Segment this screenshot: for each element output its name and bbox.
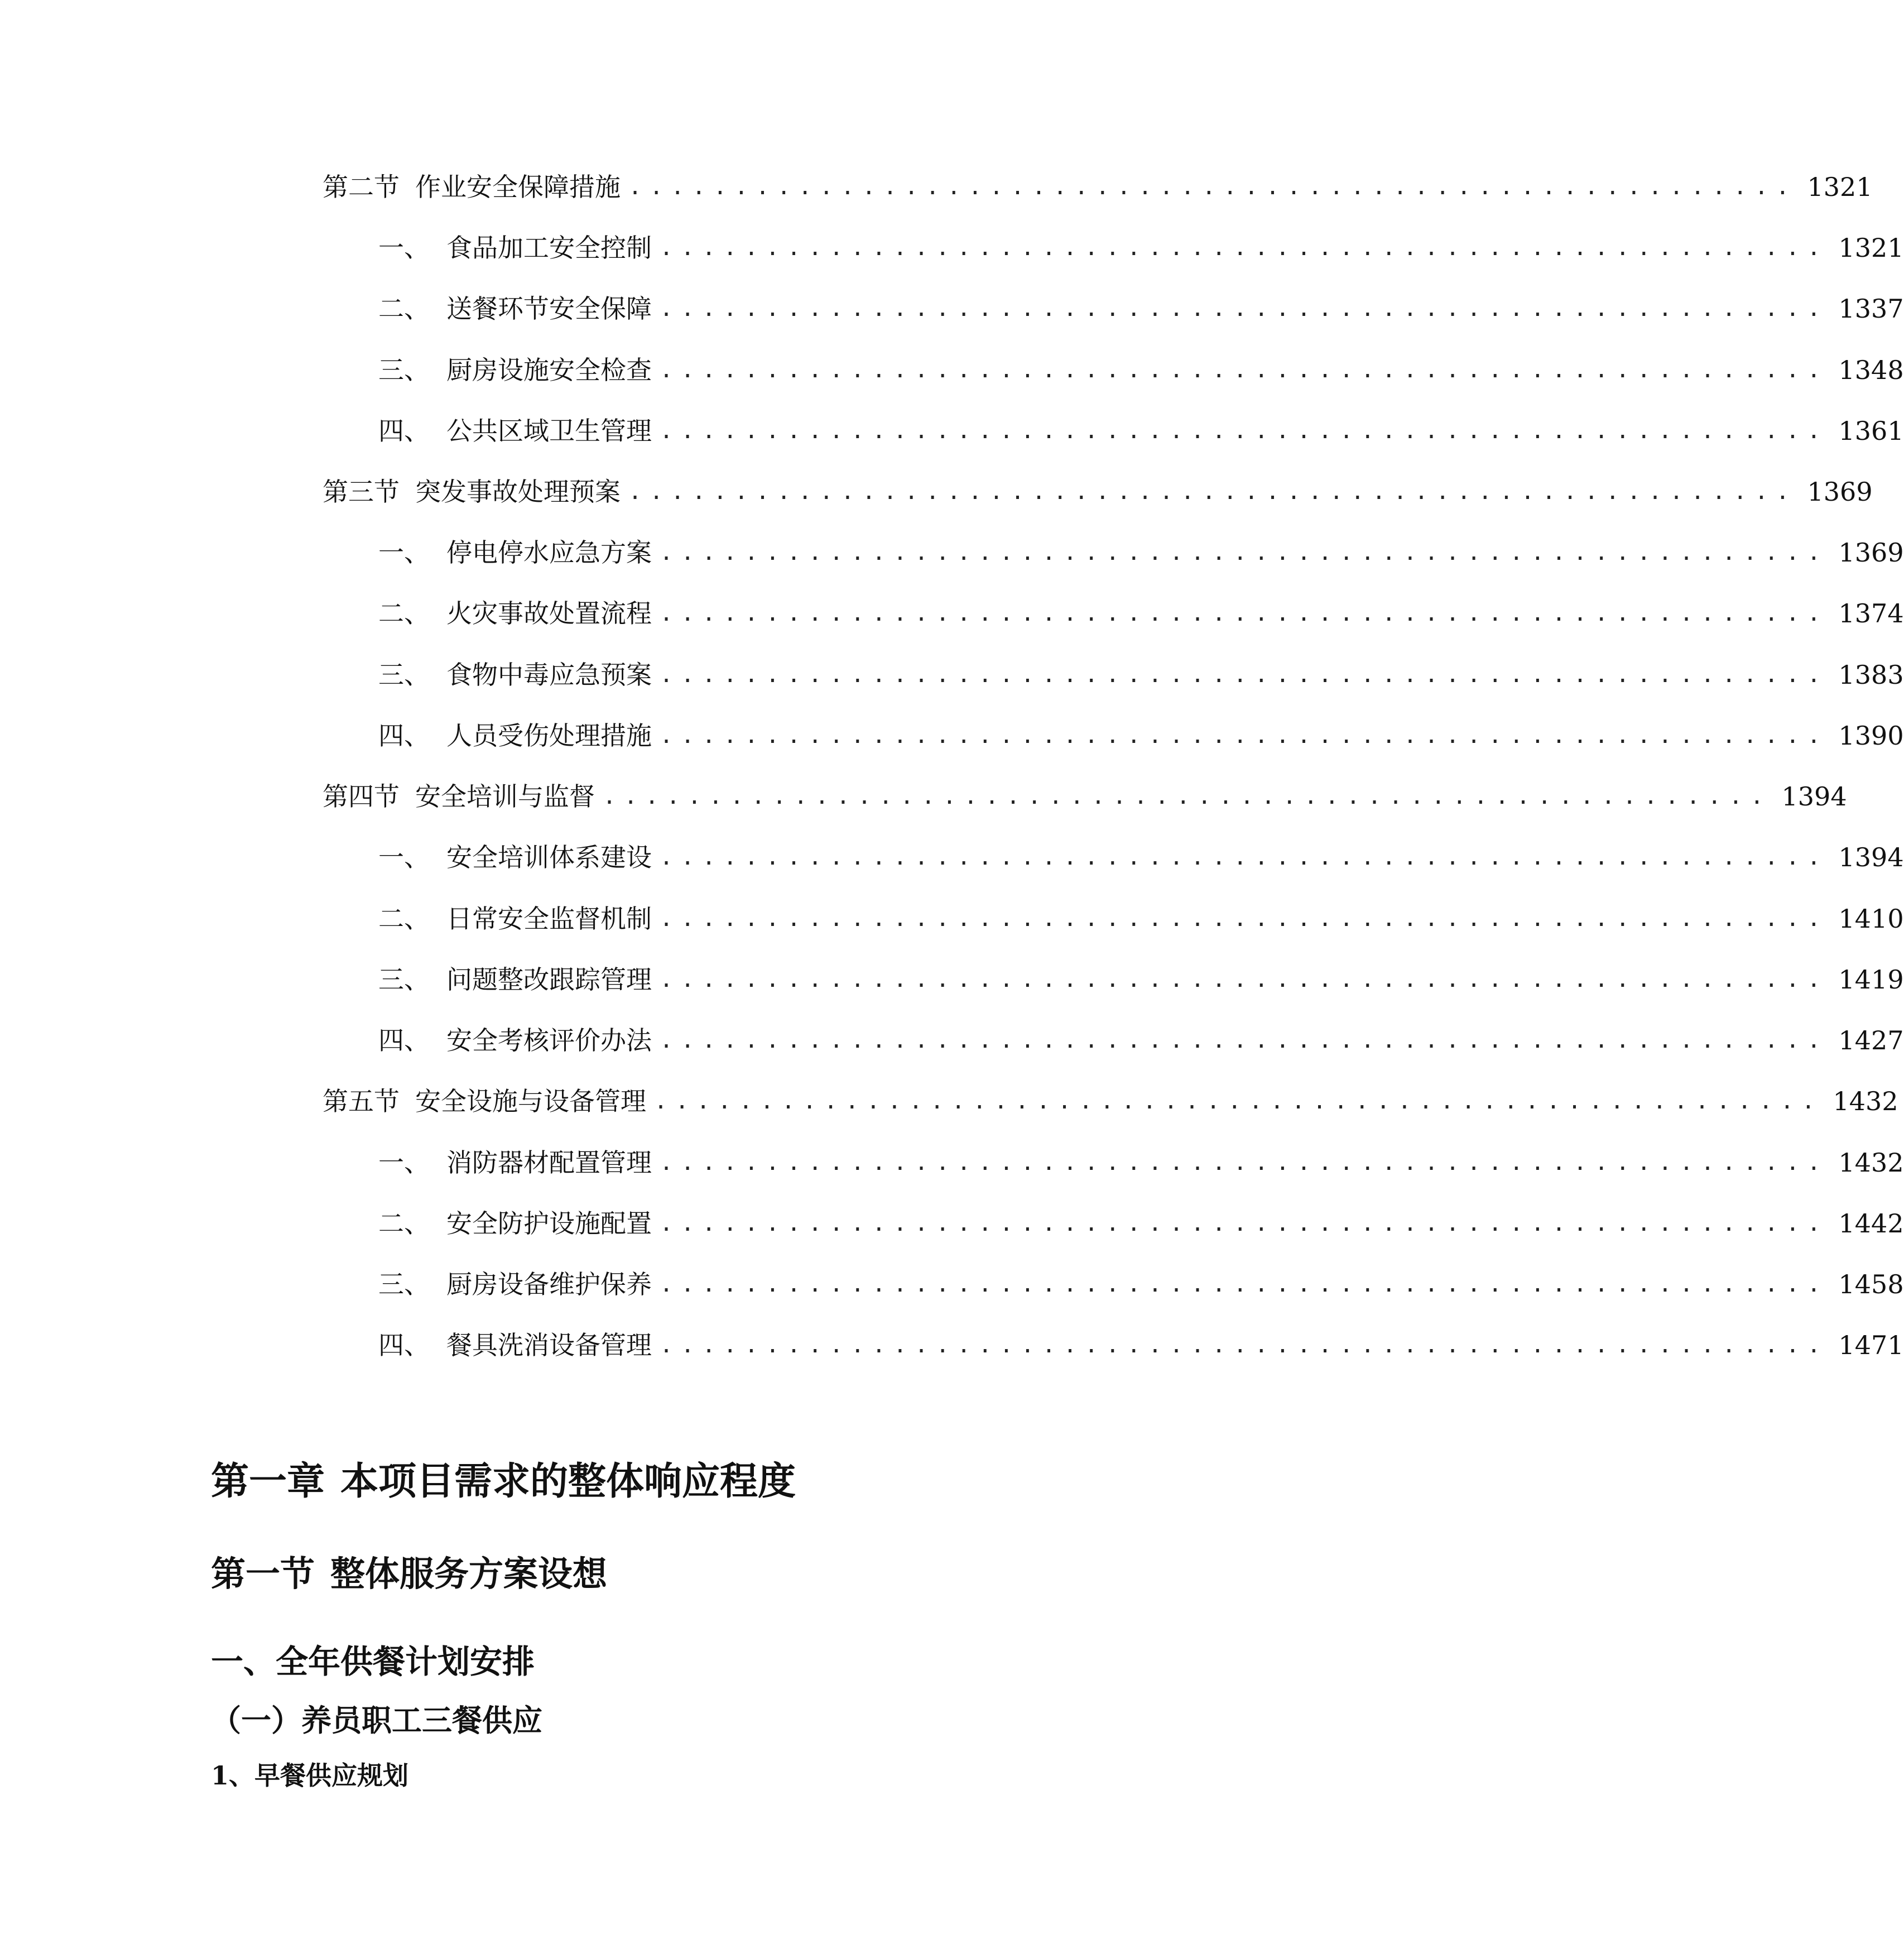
toc-entry-number: 二、 — [378, 904, 430, 934]
toc-entry-number: 二、 — [378, 1208, 430, 1239]
section-title: 整体服务方案设想 — [330, 1553, 608, 1594]
toc-page-number: 1410 — [1838, 904, 1904, 934]
toc-page-number: 1348 — [1838, 355, 1904, 385]
toc-entry-number: 四、 — [378, 416, 430, 446]
toc-entry-title: 消防器材配置管理 — [446, 1148, 652, 1178]
toc-entry-title: 人员受伤处理措施 — [446, 721, 652, 751]
toc-entry[interactable] — [0, 1143, 1904, 1182]
chapter-title: 本项目需求的整体响应程度 — [340, 1460, 796, 1504]
toc-entry-title: 安全培训体系建设 — [446, 842, 652, 872]
toc-entry-title: 日常安全监督机制 — [446, 904, 652, 934]
toc-entry-title: 餐具洗消设备管理 — [446, 1330, 652, 1360]
toc-entry-title: 问题整改跟踪管理 — [446, 964, 652, 995]
toc-dot-leader: ....................................................... — [660, 1271, 1829, 1297]
numbered-heading: 1、早餐供应规划 — [211, 1760, 409, 1791]
toc-entry[interactable] — [0, 838, 1904, 877]
subsection-heading: 一、全年供餐计划安排 — [211, 1643, 535, 1681]
toc-entry[interactable] — [0, 533, 1904, 572]
toc-dot-leader: ....................................................... — [660, 844, 1829, 870]
chapter-number: 第一章 — [211, 1460, 325, 1504]
toc-page-number: 1321 — [1807, 172, 1873, 202]
toc-entry[interactable] — [0, 228, 1904, 267]
toc-page-number: 1432 — [1838, 1148, 1904, 1178]
toc-dot-leader: ....................................................... — [660, 662, 1829, 688]
toc-entry-title: 作业安全保障措施 — [415, 172, 621, 202]
toc-entry-number: 四、 — [378, 1330, 430, 1360]
section-number: 第一节 — [211, 1553, 315, 1594]
toc-dot-leader: ....................................................... — [660, 1150, 1829, 1175]
toc-dot-leader: ....................................................... — [660, 906, 1829, 932]
toc-entry-number: 一、 — [378, 538, 430, 568]
toc-entry-number: 第二节 — [323, 172, 400, 202]
toc-entry[interactable] — [0, 411, 1904, 450]
toc-page-number: 1419 — [1838, 964, 1904, 995]
toc-dot-leader: ....................................................... — [660, 235, 1829, 261]
toc-entry-title: 安全考核评价办法 — [446, 1025, 652, 1055]
toc-entry-number: 一、 — [378, 233, 430, 263]
toc-dot-leader: ....................................................... — [660, 1332, 1829, 1358]
toc-entry-number: 一、 — [378, 842, 430, 872]
toc-entry-number: 一、 — [378, 1148, 430, 1178]
toc-entry[interactable] — [0, 1082, 1898, 1121]
toc-page-number: 1361 — [1838, 416, 1904, 446]
toc-dot-leader: ....................................................... — [660, 601, 1829, 626]
toc-dot-leader: ....................................................... — [660, 1211, 1829, 1236]
toc-entry-title: 停电停水应急方案 — [446, 538, 652, 568]
toc-entry[interactable] — [0, 289, 1904, 328]
toc-page-number: 1394 — [1781, 781, 1847, 812]
toc-page-number: 1369 — [1807, 477, 1873, 507]
toc-dot-leader: ....................................................... — [660, 1028, 1829, 1053]
toc-entry-title: 火灾事故处置流程 — [446, 598, 652, 628]
toc-page-number: 1427 — [1838, 1025, 1904, 1055]
toc-page-number: 1390 — [1838, 721, 1904, 751]
toc-entry[interactable] — [0, 1265, 1904, 1304]
toc-entry[interactable] — [0, 1326, 1904, 1365]
toc-entry-title: 食品加工安全控制 — [446, 233, 652, 263]
toc-entry[interactable] — [0, 716, 1904, 755]
toc-entry-number: 第三节 — [323, 477, 400, 507]
toc-entry[interactable] — [0, 777, 1847, 816]
toc-entry-title: 突发事故处理预案 — [415, 477, 621, 507]
toc-entry-number: 四、 — [378, 1025, 430, 1055]
toc-entry[interactable] — [0, 960, 1904, 999]
toc-entry-number: 三、 — [378, 964, 430, 995]
toc-entry-number: 第五节 — [323, 1086, 400, 1116]
toc-page-number: 1374 — [1838, 598, 1904, 628]
toc-entry-number: 二、 — [378, 294, 430, 324]
toc-page-number: 1432 — [1833, 1086, 1898, 1116]
toc-entry-number: 三、 — [378, 660, 430, 690]
toc-page-number: 1442 — [1838, 1208, 1904, 1239]
toc-entry-title: 安全防护设施配置 — [446, 1208, 652, 1239]
toc-entry-title: 厨房设施安全检查 — [446, 355, 652, 385]
toc-entry[interactable] — [0, 1204, 1904, 1243]
toc-dot-leader: ....................................................... — [603, 784, 1772, 809]
toc-page-number: 1321 — [1838, 233, 1904, 263]
toc-entry[interactable] — [0, 655, 1904, 694]
toc-page-number: 1471 — [1838, 1330, 1904, 1360]
toc-dot-leader: ....................................................... — [628, 174, 1797, 200]
toc-entry-number: 四、 — [378, 721, 430, 751]
toc-entry[interactable] — [0, 167, 1873, 207]
toc-dot-leader: ....................................................... — [660, 723, 1829, 748]
toc-entry[interactable] — [0, 472, 1873, 511]
toc-entry-title: 送餐环节安全保障 — [446, 294, 652, 324]
toc-entry[interactable] — [0, 351, 1904, 390]
toc-entry-title: 食物中毒应急预案 — [446, 660, 652, 690]
chapter-heading — [211, 1451, 796, 1505]
toc-entry-title: 公共区域卫生管理 — [446, 416, 652, 446]
toc-page-number: 1458 — [1838, 1269, 1904, 1299]
toc-dot-leader: ....................................................... — [654, 1088, 1823, 1114]
toc-entry-number: 第四节 — [323, 781, 400, 812]
toc-entry[interactable] — [0, 899, 1904, 938]
toc-page-number: 1394 — [1838, 842, 1904, 872]
toc-dot-leader: ....................................................... — [660, 418, 1829, 444]
toc-entry[interactable] — [0, 594, 1904, 633]
toc-dot-leader: ....................................................... — [660, 296, 1829, 321]
parenthetical-heading: （一）养员职工三餐供应 — [211, 1702, 542, 1738]
toc-entry-title: 安全设施与设备管理 — [415, 1086, 646, 1116]
toc-dot-leader: ....................................................... — [628, 479, 1797, 505]
toc-entry-title: 厨房设备维护保养 — [446, 1269, 652, 1299]
toc-page-number: 1337 — [1838, 294, 1904, 324]
toc-entry[interactable] — [0, 1021, 1904, 1060]
toc-entry-number: 三、 — [378, 1269, 430, 1299]
toc-entry-number: 三、 — [378, 355, 430, 385]
toc-dot-leader: ....................................................... — [660, 357, 1829, 383]
toc-entry-number: 二、 — [378, 598, 430, 628]
toc-dot-leader: ....................................................... — [660, 540, 1829, 565]
toc-entry-title: 安全培训与监督 — [415, 781, 595, 812]
toc-dot-leader: ....................................................... — [660, 967, 1829, 992]
toc-page-number: 1369 — [1838, 538, 1904, 568]
section-heading — [211, 1546, 607, 1596]
toc-page-number: 1383 — [1838, 660, 1904, 690]
